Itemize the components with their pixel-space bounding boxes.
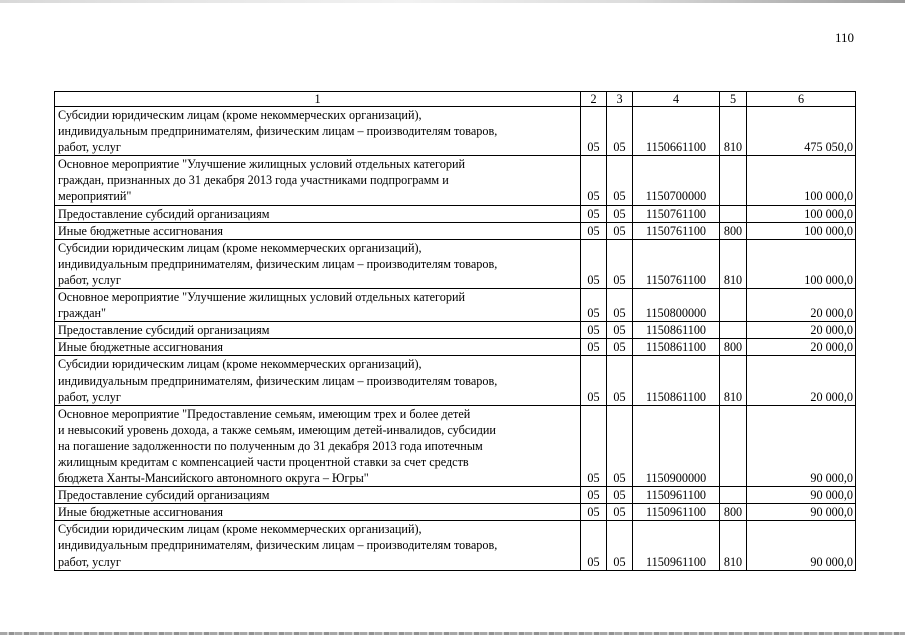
subsection-cell: 05 (607, 487, 633, 504)
section-cell: 05 (581, 504, 607, 521)
expense-type-cell (720, 156, 747, 205)
row-name-line: Предоставление субсидий организациям (58, 323, 270, 338)
table-row (55, 222, 856, 239)
subsection-cell: 05 (607, 322, 633, 339)
row-name-cell (55, 222, 581, 239)
row-name-cell (55, 339, 581, 356)
target-article-cell: 1150761100 (633, 205, 720, 222)
subsection-cell: 05 (607, 222, 633, 239)
amount-cell: 90 000,0 (747, 504, 856, 521)
row-name-cell (55, 239, 581, 288)
expense-type-cell: 810 (720, 356, 747, 405)
row-name-cell (55, 521, 581, 570)
row-name-line: работ, услуг (58, 554, 121, 569)
table-row (55, 239, 856, 288)
row-name-line: на погашение задолженности по полученным до 31 декабря 2013 года ипотечным (58, 438, 483, 453)
row-name-line: граждан, признанных до 31 декабря 2013 года участниками подпрограмм и (58, 173, 449, 188)
subsection-cell: 05 (607, 339, 633, 356)
target-article-cell: 1150861100 (633, 339, 720, 356)
expense-type-cell (720, 405, 747, 486)
subsection-cell: 05 (607, 289, 633, 322)
row-name-cell (55, 205, 581, 222)
amount-cell: 20 000,0 (747, 322, 856, 339)
expense-type-cell: 810 (720, 107, 747, 156)
section-cell: 05 (581, 156, 607, 205)
amount-cell: 100 000,0 (747, 205, 856, 222)
amount-cell: 90 000,0 (747, 405, 856, 486)
target-article-cell: 1150761100 (633, 222, 720, 239)
row-name-line: жилищным кредитам с компенсацией части процентной ставки за счет средств (58, 454, 469, 469)
target-article-cell: 1150961100 (633, 504, 720, 521)
row-name-cell (55, 405, 581, 486)
row-name-cell (55, 289, 581, 322)
row-name-line: Основное мероприятие "Улучшение жилищных условий отдельных категорий (58, 157, 465, 172)
table-row (55, 356, 856, 405)
subsection-cell: 05 (607, 156, 633, 205)
table-row (55, 521, 856, 570)
row-name-line: индивидуальным предпринимателям, физическим лицам – производителям товаров, (58, 256, 498, 271)
section-cell: 05 (581, 405, 607, 486)
row-name-line: Иные бюджетные ассигнования (58, 505, 224, 520)
subsection-cell: 05 (607, 504, 633, 521)
subsection-cell: 05 (607, 521, 633, 570)
table-row (55, 504, 856, 521)
header-col-2: 2 (581, 92, 607, 107)
row-name-line: Субсидии юридическим лицам (кроме некоммерческих организаций), (58, 357, 422, 372)
section-cell: 05 (581, 205, 607, 222)
expense-type-cell (720, 322, 747, 339)
amount-cell: 20 000,0 (747, 356, 856, 405)
row-name-line: Иные бюджетные ассигнования (58, 223, 224, 238)
target-article-cell: 1150961100 (633, 521, 720, 570)
expense-type-cell: 810 (720, 521, 747, 570)
row-name-line: индивидуальным предпринимателям, физическим лицам – производителям товаров, (58, 373, 498, 388)
budget-table (54, 91, 856, 571)
expense-type-cell: 800 (720, 504, 747, 521)
target-article-cell: 1150700000 (633, 156, 720, 205)
expense-type-cell (720, 205, 747, 222)
table-row (55, 487, 856, 504)
row-name-cell (55, 504, 581, 521)
expense-type-cell: 800 (720, 222, 747, 239)
section-cell: 05 (581, 289, 607, 322)
amount-cell: 100 000,0 (747, 239, 856, 288)
expense-type-cell: 810 (720, 239, 747, 288)
table-row (55, 339, 856, 356)
row-name-cell (55, 487, 581, 504)
amount-cell: 20 000,0 (747, 339, 856, 356)
scan-edge-top (0, 0, 905, 3)
row-name-cell (55, 322, 581, 339)
target-article-cell: 1150861100 (633, 322, 720, 339)
row-name-line: индивидуальным предпринимателям, физическим лицам – производителям товаров, (58, 538, 498, 553)
table-row (55, 107, 856, 156)
header-col-1: 1 (55, 92, 581, 107)
section-cell: 05 (581, 222, 607, 239)
section-cell: 05 (581, 339, 607, 356)
table-row (55, 156, 856, 205)
section-cell: 05 (581, 239, 607, 288)
subsection-cell: 05 (607, 107, 633, 156)
row-name-cell (55, 107, 581, 156)
section-cell: 05 (581, 322, 607, 339)
amount-cell: 100 000,0 (747, 156, 856, 205)
target-article-cell: 1150900000 (633, 405, 720, 486)
table-row (55, 405, 856, 486)
row-name-line: работ, услуг (58, 389, 121, 404)
table-row (55, 289, 856, 322)
row-name-line: Субсидии юридическим лицам (кроме некоммерческих организаций), (58, 522, 422, 537)
row-name-line: Предоставление субсидий организациям (58, 206, 270, 221)
amount-cell: 90 000,0 (747, 521, 856, 570)
expense-type-cell (720, 289, 747, 322)
table-row (55, 205, 856, 222)
row-name-line: Основное мероприятие "Предоставление семьям, имеющим трех и более детей (58, 406, 471, 421)
header-col-5: 5 (720, 92, 747, 107)
row-name-line: работ, услуг (58, 140, 121, 155)
section-cell: 05 (581, 487, 607, 504)
target-article-cell: 1150661100 (633, 107, 720, 156)
target-article-cell: 1150861100 (633, 356, 720, 405)
target-article-cell: 1150961100 (633, 487, 720, 504)
row-name-cell (55, 156, 581, 205)
subsection-cell: 05 (607, 205, 633, 222)
target-article-cell: 1150761100 (633, 239, 720, 288)
subsection-cell: 05 (607, 356, 633, 405)
row-name-cell (55, 356, 581, 405)
row-name-line: Субсидии юридическим лицам (кроме некоммерческих организаций), (58, 108, 422, 122)
row-name-line: Иные бюджетные ассигнования (58, 340, 224, 355)
header-col-6: 6 (747, 92, 856, 107)
row-name-line: граждан" (58, 306, 107, 321)
row-name-line: работ, услуг (58, 272, 121, 287)
section-cell: 05 (581, 356, 607, 405)
header-col-3: 3 (607, 92, 633, 107)
row-name-line: бюджета Ханты-Мансийского автономного округа – Югры" (58, 471, 369, 486)
row-name-line: мероприятий" (58, 189, 132, 204)
scan-edge-bottom (0, 632, 905, 635)
row-name-line: Основное мероприятие "Улучшение жилищных условий отдельных категорий (58, 290, 465, 305)
budget-table-body (55, 92, 856, 571)
amount-cell: 475 050,0 (747, 107, 856, 156)
section-cell: 05 (581, 107, 607, 156)
table-header-row (55, 92, 856, 107)
section-cell: 05 (581, 521, 607, 570)
subsection-cell: 05 (607, 405, 633, 486)
expense-type-cell (720, 487, 747, 504)
amount-cell: 90 000,0 (747, 487, 856, 504)
row-name-line: Субсидии юридическим лицам (кроме некоммерческих организаций), (58, 240, 422, 255)
header-col-4: 4 (633, 92, 720, 107)
row-name-line: Предоставление субсидий организациям (58, 488, 270, 503)
page-number: 110 (835, 30, 855, 45)
row-name-line: и невысокий уровень дохода, а также семьям, имеющим детей-инвалидов, субсидии (58, 422, 496, 437)
row-name-line: индивидуальным предпринимателям, физическим лицам – производителям товаров, (58, 124, 498, 139)
amount-cell: 20 000,0 (747, 289, 856, 322)
subsection-cell: 05 (607, 239, 633, 288)
table-row (55, 322, 856, 339)
amount-cell: 100 000,0 (747, 222, 856, 239)
target-article-cell: 1150800000 (633, 289, 720, 322)
expense-type-cell: 800 (720, 339, 747, 356)
